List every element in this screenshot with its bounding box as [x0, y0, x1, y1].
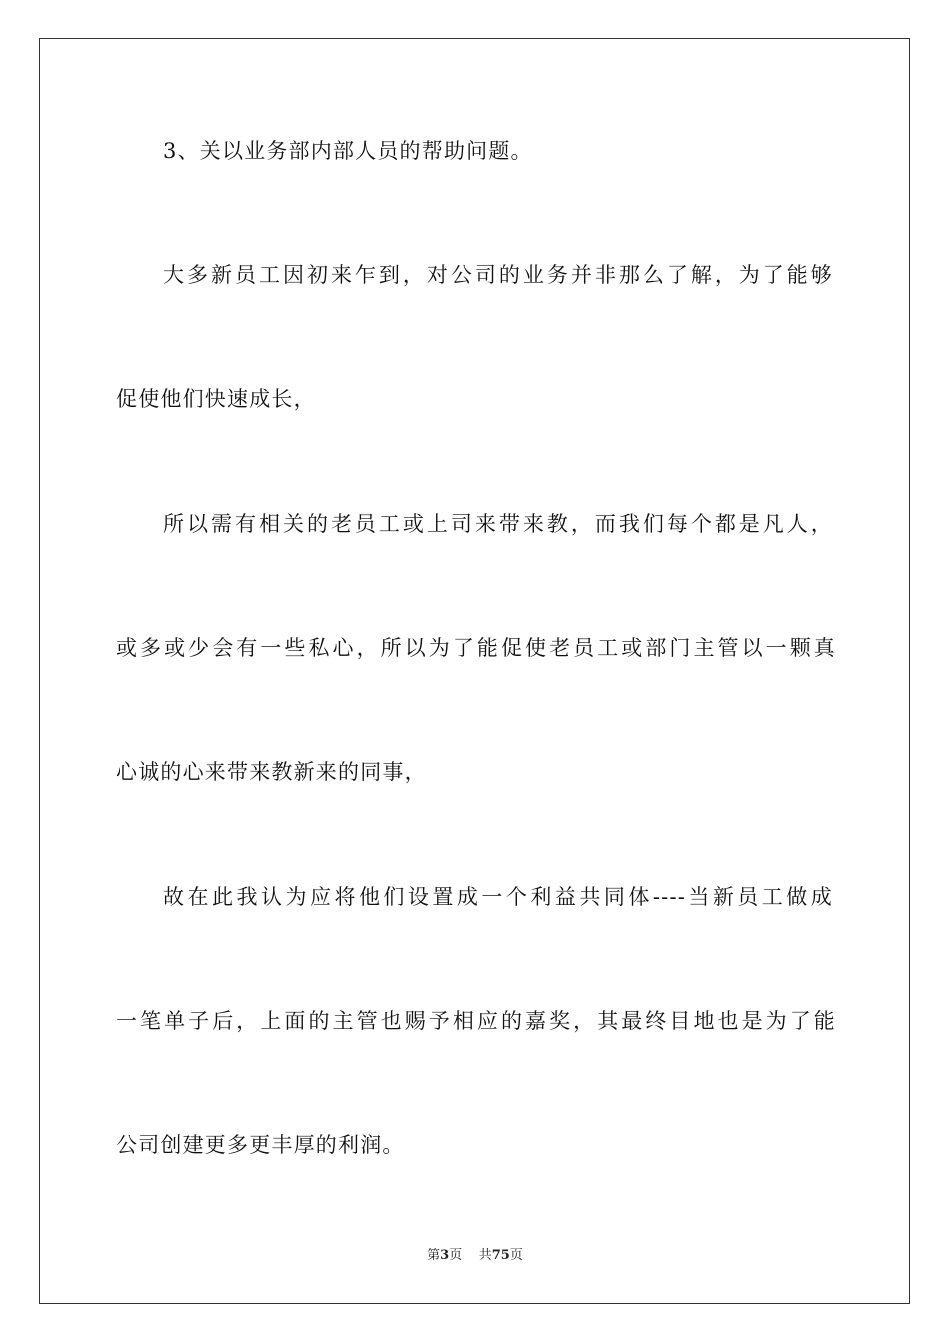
- page-number: 3: [440, 1248, 450, 1263]
- page-prefix: 第: [427, 1248, 441, 1263]
- paragraph-line: 一笔单子后，上面的主管也赐予相应的嘉奖，其最终目地也是为了能: [116, 1009, 836, 1033]
- paragraph-line: 所以需有相关的老员工或上司来带来教，而我们每个都是凡人，: [163, 512, 833, 536]
- total-pages: 75: [491, 1248, 510, 1263]
- paragraph-line: 心诚的心来带来教新来的同事，: [116, 760, 427, 784]
- page-suffix: 页: [449, 1248, 463, 1263]
- paragraph-line: 或多或少会有一些私心，所以为了能促使老员工或部门主管以一颗真: [116, 636, 836, 660]
- page-footer: [0, 1247, 950, 1265]
- total-prefix: 共: [478, 1248, 492, 1263]
- paragraph-line: 大多新员工因初来乍到，对公司的业务并非那么了解，为了能够: [163, 263, 833, 287]
- paragraph-line: 促使他们快速成长，: [116, 387, 316, 411]
- paragraph-line: 3、关以业务部内部人员的帮助问题。: [163, 139, 533, 163]
- paragraph-line: 故在此我认为应将他们设置成一个利益共同体----当新员工做成: [163, 885, 833, 909]
- total-suffix: 页: [509, 1248, 523, 1263]
- paragraph-line: 公司创建更多更丰厚的利润。: [116, 1133, 405, 1157]
- page-border: [39, 38, 910, 1304]
